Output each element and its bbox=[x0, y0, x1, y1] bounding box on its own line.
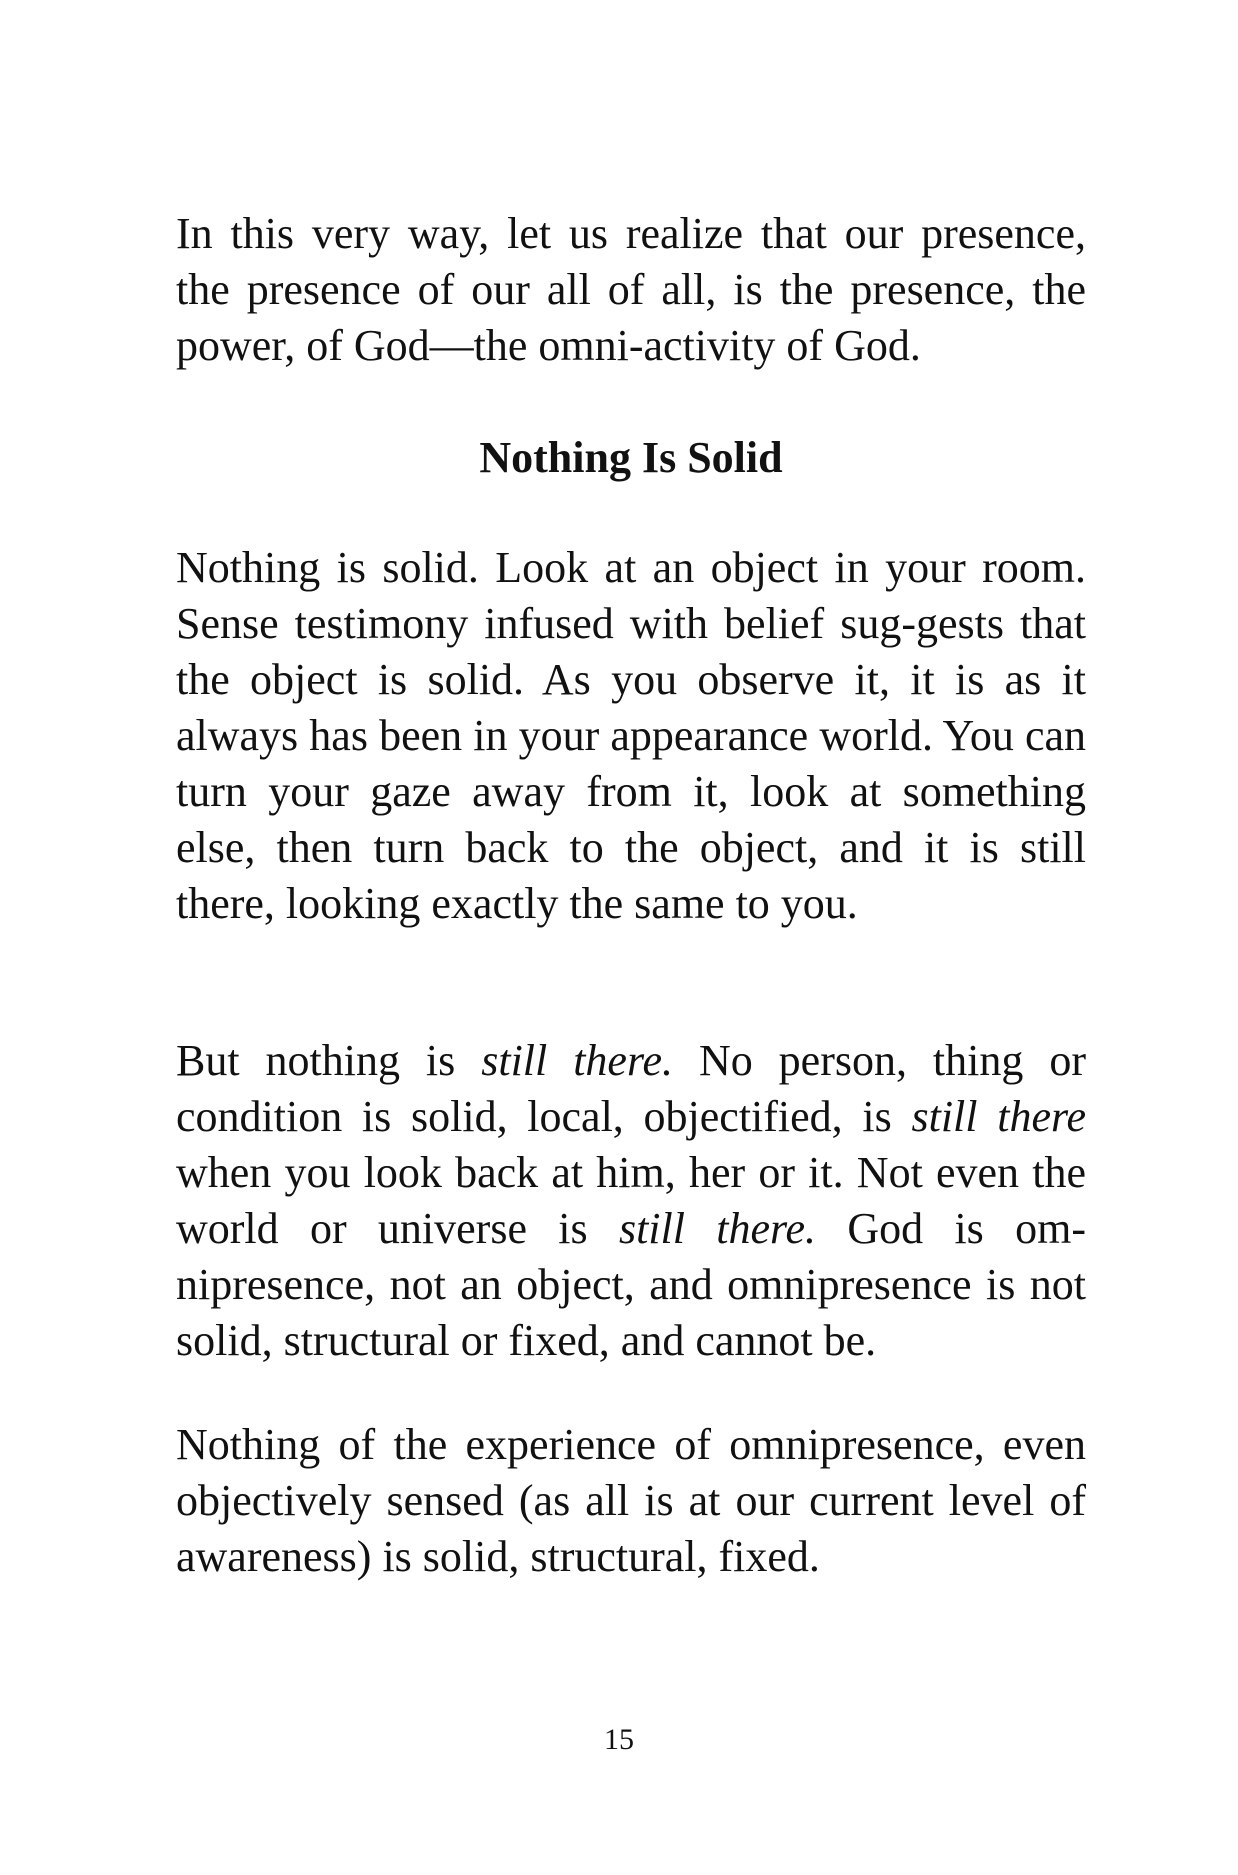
paragraph-3-italic-3: still there. bbox=[618, 1204, 817, 1253]
paragraph-3-italic-1: still there. bbox=[481, 1036, 673, 1085]
paragraph-3-text-4: God is om-nipresence, not an object, and omnipresence is not solid, structural or fixed, and cannot be. bbox=[176, 1204, 1086, 1365]
paragraph-1: In this very way, let us realize that our presence, the presence of our all of all, is the presence, the power, of God—the omni-activity of God. bbox=[176, 209, 1086, 370]
paragraph-3 bbox=[176, 1033, 1086, 1369]
section-heading: Nothing Is Solid bbox=[479, 433, 783, 482]
page-number: 15 bbox=[604, 1723, 634, 1756]
paragraph-3-text-2: No person, thing or condition is solid, local, objectified, is bbox=[176, 1036, 1086, 1141]
paragraph-4: Nothing of the experience of omnipresence, even objectively sensed (as all is at our current level of awareness) is solid, structural, fixed. bbox=[176, 1420, 1086, 1581]
paragraph-3-italic-2: still there bbox=[911, 1092, 1087, 1141]
paragraph-3-text-3: when you look back at him, her or it. Not even the world or universe is bbox=[176, 1148, 1086, 1253]
paragraph-2: Nothing is solid. Look at an object in your room. Sense testimony infused with belief sug-gests that the object is solid. As you observe it, it is as it always has been in your appearance world. You can turn your gaze away from it, look at something else, then turn back to the object, and it is still there, looking exactly the same to you. bbox=[176, 543, 1086, 928]
paragraph-3-text-1: But nothing is bbox=[176, 1036, 482, 1085]
